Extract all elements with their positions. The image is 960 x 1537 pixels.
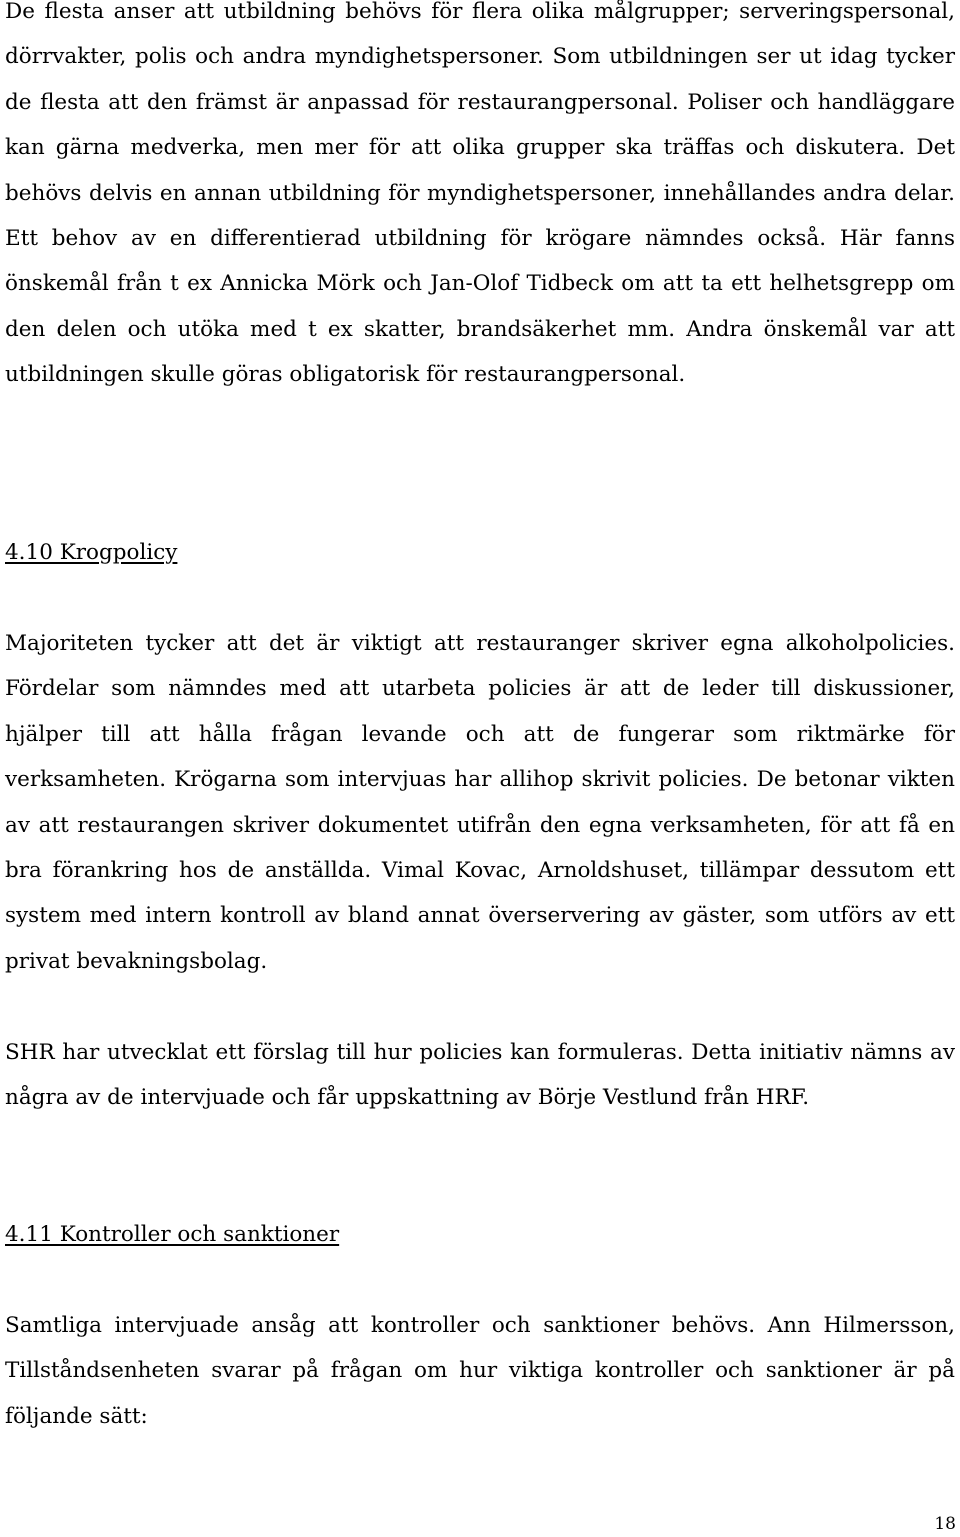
paragraph-kontroller-sanktioner: Samtliga intervjuade ansåg att kontroller och sanktioner behövs. Ann Hilmersson, Tillståndsenheten svarar på frågan om hur viktiga kontroller och sanktioner är på följande sätt: <box>5 1313 955 1429</box>
section-heading-kontroller-sanktioner: 4.11 Kontroller och sanktioner <box>5 1222 340 1247</box>
paragraph-education-needs: De flesta anser att utbildning behövs för flera olika målgrupper; serveringspersonal, dörrvakter, polis och andra myndighetspersoner. Som utbildningen ser ut idag tycker de flesta att den främst är anpassad för restaurangpersonal. Poliser och handläggare kan gärna medverka, men mer för att olika grupper ska träffas och diskutera. Det behövs delvis en annan utbildning för myndighetspersoner, innehållandes andra delar. Ett behov av en differentierad utbildning för krögare nämndes också. Här fanns önskemål från t ex Annicka Mörk och Jan-Olof Tidbeck om att ta ett helhetsgrepp om den delen och utöka med t ex skatter, brandsäkerhet mm. Andra önskemål var att utbildningen skulle göras obligatorisk för restaurangpersonal. <box>5 0 955 388</box>
paragraph-krogpolicy: Majoriteten tycker att det är viktigt att restauranger skriver egna alkoholpolicies. Fördelar som nämndes med att utarbeta policies är att de leder till diskussioner, hjälper till att hålla frågan levande och att de fungerar som riktmärke för verksamheten. Krögarna som intervjuas har allihop skrivit policies. De betonar vikten av att restaurangen skriver dokumentet utifrån den egna verksamheten, för att få en bra förankring hos de anställda. Vimal Kovac, Arnoldshuset, tillämpar dessutom ett system med intern kontroll av bland annat överservering av gäster, som utförs av ett privat bevakningsbolag. <box>5 631 955 974</box>
section-heading-krogpolicy: 4.10 Krogpolicy <box>5 540 178 565</box>
page-number: 18 <box>934 1514 956 1534</box>
paragraph-shr-proposal: SHR har utvecklat ett förslag till hur policies kan formuleras. Detta initiativ nämns av några av de intervjuade och får uppskattning av Börje Vestlund från HRF. <box>5 1040 955 1111</box>
